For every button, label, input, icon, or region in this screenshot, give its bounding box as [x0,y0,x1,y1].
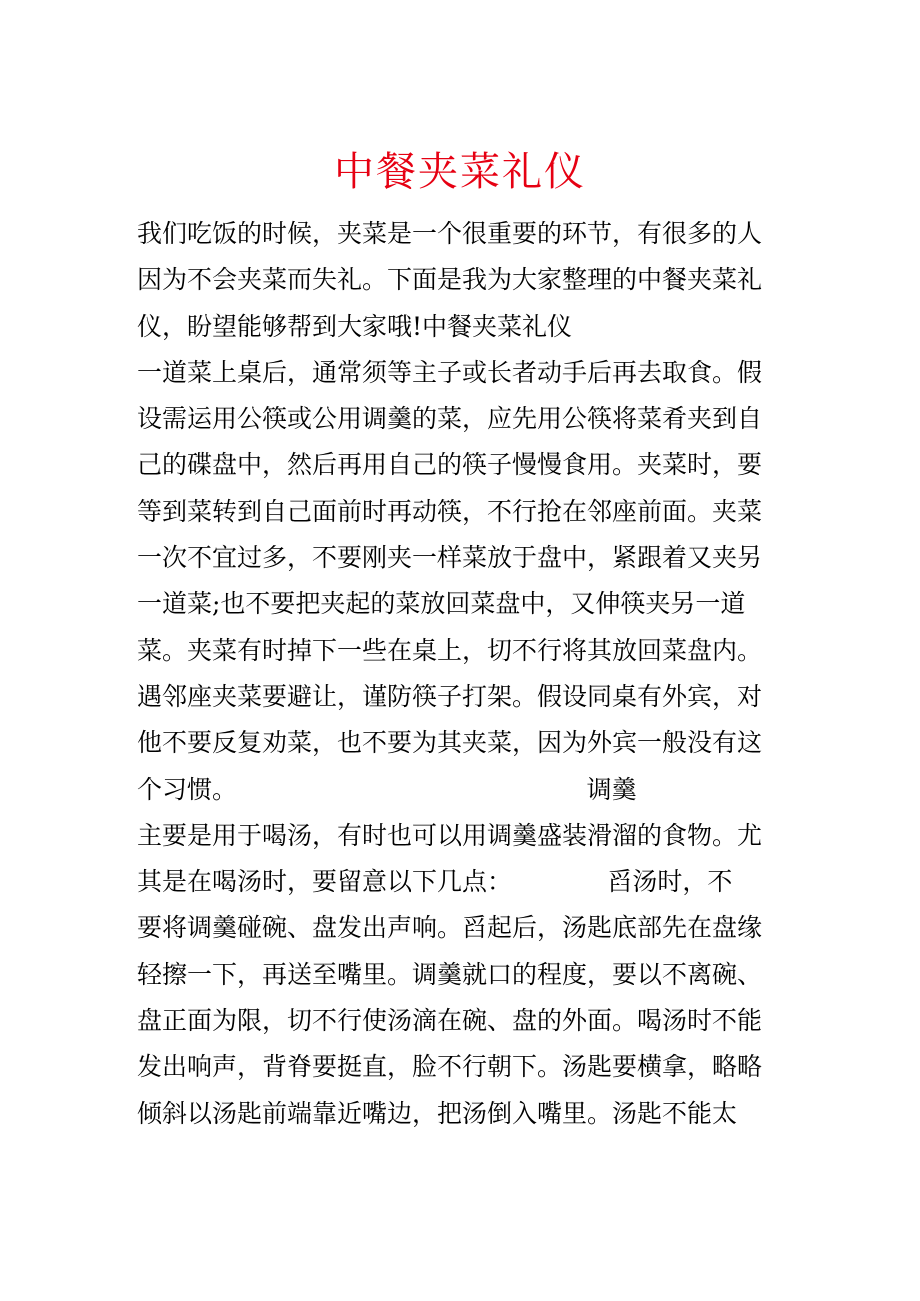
text-line: 倾斜以汤匙前端靠近嘴边，把汤倒入嘴里。汤匙不能太 [137,1098,738,1128]
text-line: 其是在喝汤时，要留意以下几点： 舀汤时，不 [137,867,733,897]
text-line: 个习惯。 调羹 [137,774,637,804]
text-line: 我们吃饭的时候，夹菜是一个很重要的环节，有很多的人 [137,219,763,248]
text-line: 己的碟盘中，然后再用自己的筷子慢慢食用。夹菜时，要 [137,450,763,480]
text-line: 设需运用公筷或公用调羹的菜，应先用公筷将菜肴夹到自 [137,404,763,434]
text-line: 等到菜转到自己面前时再动筷，不行抢在邻座前面。夹菜 [137,496,763,526]
document-body [137,211,797,1137]
text-line: 要将调羹碰碗、盘发出声响。舀起后，汤匙底部先在盘缘 [137,913,763,943]
text-line: 一道菜;也不要把夹起的菜放回菜盘中，又伸筷夹另一道 [137,589,746,619]
text-line: 菜。夹菜有时掉下一些在桌上，切不行将其放回菜盘内。 [137,635,763,665]
text-line: 仪，盼望能够帮到大家哦!中餐夹菜礼仪 [137,311,573,341]
text-line: 一次不宜过多，不要刚夹一样菜放于盘中，紧跟着又夹另 [137,543,763,573]
text-line: 盘正面为限，切不行使汤滴在碗、盘的外面。喝汤时不能 [137,1006,763,1036]
text-line: 轻擦一下，再送至嘴里。调羹就口的程度，要以不离碗、 [137,959,763,989]
text-line: 主要是用于喝汤，有时也可以用调羹盛装滑溜的食物。尤 [137,820,763,850]
text-line: 遇邻座夹菜要避让，谨防筷子打架。假设同桌有外宾，对 [137,681,763,711]
document-title: 中餐夹菜礼仪 [334,149,586,195]
text-line: 因为不会夹菜而失礼。下面是我为大家整理的中餐夹菜礼 [137,265,763,295]
text-line: 一道菜上桌后，通常须等主子或长者动手后再去取食。假 [137,357,763,387]
text-line: 他不要反复劝菜，也不要为其夹菜，因为外宾一般没有这 [137,728,763,758]
text-line: 发出响声，背脊要挺直，脸不行朝下。汤匙要横拿，略略 [137,1052,763,1082]
